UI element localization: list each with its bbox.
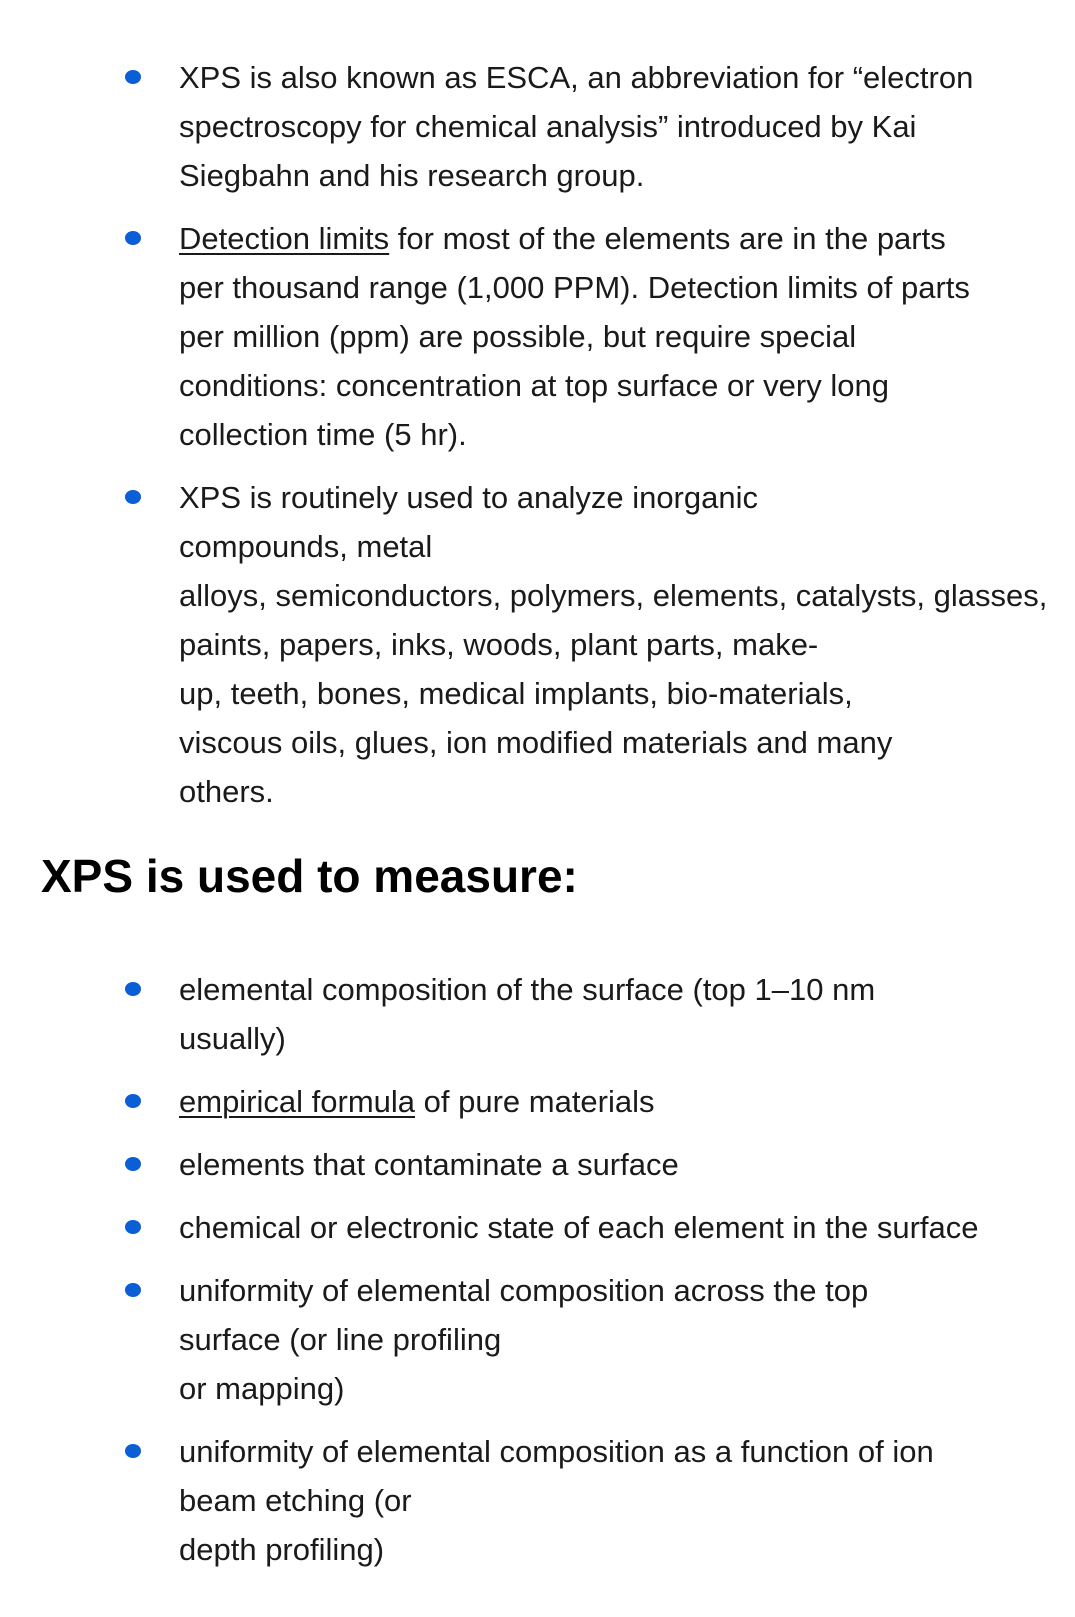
bullet-dot-icon bbox=[125, 490, 141, 504]
list-item bbox=[0, 1077, 1075, 1126]
bullet-dot-icon bbox=[125, 231, 141, 245]
bullet-dot-icon bbox=[125, 982, 141, 996]
intro-bullet-list bbox=[0, 53, 1075, 816]
bullet-dot-icon bbox=[125, 1094, 141, 1108]
list-item bbox=[0, 1266, 1075, 1413]
list-item-text: elemental composition of the surface (top 1–10 nm usually) bbox=[179, 972, 876, 1056]
list-item-text: XPS is also known as ESCA, an abbreviation for “electron spectroscopy for chemical analysis” introduced by Kai Siegbahn and his research group. bbox=[179, 60, 974, 193]
list-item-text: XPS is routinely used to analyze inorganic compounds, metal alloys, semiconductors, polymers, elements, catalysts, glasses, paints, papers, inks, woods, plant parts, make- up, teeth, bones, medical implants, bio-materials, viscous oils, glues, ion modified materials and many others. bbox=[179, 480, 1048, 809]
list-item-text: chemical or electronic state of each element in the surface bbox=[179, 1210, 979, 1245]
list-item-text: elements that contaminate a surface bbox=[179, 1147, 679, 1182]
list-item bbox=[0, 53, 1075, 200]
list-item bbox=[0, 1140, 1075, 1189]
measure-bullet-list bbox=[0, 965, 1075, 1574]
bullet-dot-icon bbox=[125, 1444, 141, 1458]
list-item-text: uniformity of elemental composition as a function of ion beam etching (or depth profiling) bbox=[179, 1434, 934, 1567]
bullet-dot-icon bbox=[125, 1283, 141, 1297]
list-item bbox=[0, 1427, 1075, 1574]
list-item-text: Detection limits for most of the elements are in the parts per thousand range (1,000 PPM). Detection limits of parts per million (ppm) are possible, but require special conditions: concentration at top surface or very long collection time (5 hr). bbox=[179, 221, 970, 452]
bullet-dot-icon bbox=[125, 1157, 141, 1171]
list-item bbox=[0, 214, 1075, 459]
list-item bbox=[0, 965, 1075, 1063]
bullet-dot-icon bbox=[125, 70, 141, 84]
detection-limits-link[interactable]: Detection limits bbox=[179, 221, 390, 256]
list-item-text: empirical formula of pure materials bbox=[179, 1084, 655, 1119]
list-item bbox=[0, 473, 1075, 816]
list-item-text: uniformity of elemental composition across the top surface (or line profiling or mapping) bbox=[179, 1273, 869, 1406]
bullet-dot-icon bbox=[125, 1220, 141, 1234]
section-heading: XPS is used to measure: bbox=[41, 850, 578, 902]
list-item bbox=[0, 1203, 1075, 1252]
empirical-formula-link[interactable]: empirical formula bbox=[179, 1084, 416, 1119]
